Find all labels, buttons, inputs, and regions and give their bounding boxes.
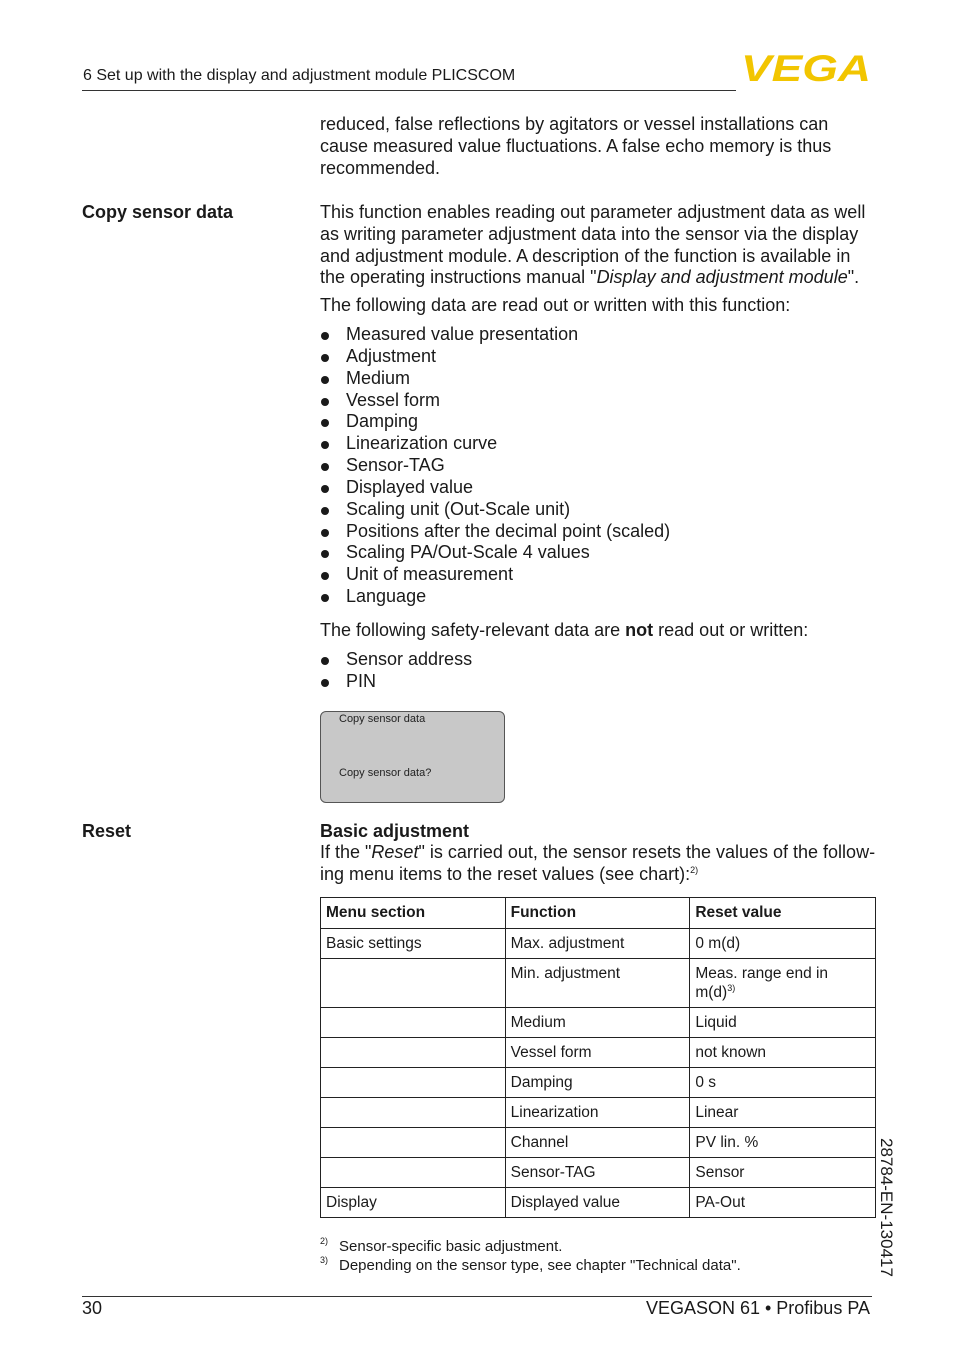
table-cell: Liquid: [690, 1008, 876, 1038]
table-cell: Vessel form: [505, 1038, 690, 1068]
reset-label: Reset: [82, 821, 132, 841]
table-cell: Display: [321, 1188, 506, 1218]
table-cell: [321, 1008, 506, 1038]
list-item: Damping: [320, 411, 880, 433]
table-row: [321, 959, 876, 1008]
table-cell: [321, 1128, 506, 1158]
not-copied-intro: The following safety-relevant data are not read out or written:: [320, 620, 809, 640]
basic-adjustment-heading: Basic adjustment: [320, 821, 470, 841]
list-item: Sensor address: [320, 649, 880, 671]
table-cell: PV lin. %: [690, 1128, 876, 1158]
table-cell: PA-Out: [690, 1188, 876, 1218]
document-code: 28784-EN-130417: [877, 1138, 896, 1277]
table-row: [321, 1008, 876, 1038]
list-item: Measured value presentation: [320, 324, 880, 346]
table-row: [321, 1188, 876, 1218]
chapter-title: 6 Set up with the display and adjustment module PLICSCOM: [83, 67, 516, 84]
vega-logo: [741, 52, 873, 84]
display-menu-title: Copy sensor data: [339, 713, 426, 725]
list-item: Vessel form: [320, 390, 880, 412]
intro-paragraph: reduced, false reflections by agitators or vessel installations can cause measured value fluctuations. A false echo memory is thus recommended.: [320, 114, 832, 178]
table-row: [321, 1158, 876, 1188]
list-item: Medium: [320, 368, 880, 390]
column-header: Menu section: [321, 898, 506, 929]
product-name: VEGASON 61 • Profibus PA: [645, 1298, 870, 1318]
logo-text: VEGA: [741, 52, 871, 84]
table-cell: [321, 959, 506, 1008]
table-cell: Linearization: [505, 1098, 690, 1128]
list-item: Displayed value: [320, 477, 880, 499]
reset-values-table: [320, 897, 876, 1218]
list-item: Sensor-TAG: [320, 455, 880, 477]
table-row: [321, 929, 876, 959]
footer-divider: [82, 1296, 872, 1297]
table-row: [321, 1098, 876, 1128]
footnote-ref: 3): [727, 982, 736, 993]
table-cell: Sensor-TAG: [505, 1158, 690, 1188]
table-cell: Linear: [690, 1098, 876, 1128]
table-cell: [321, 1068, 506, 1098]
table-cell: Min. adjustment: [505, 959, 690, 1008]
header-divider: [82, 90, 736, 91]
list-item: Scaling unit (Out-Scale unit): [320, 499, 880, 521]
display-prompt: Copy sensor data?: [339, 767, 432, 779]
copy-sensor-data-description: This function enables reading out parameter adjustment data as well as writing parameter adjustment data into the sensor via the display and adjustment module. A description of the function is available in the operating instructions manual "Display and adjustment module".: [320, 202, 866, 288]
table-cell: Basic settings: [321, 929, 506, 959]
page-number: 30: [82, 1298, 103, 1318]
table-row: [321, 1068, 876, 1098]
table-cell: 0 s: [690, 1068, 876, 1098]
footnote-ref: 2): [690, 864, 699, 875]
table-cell: Channel: [505, 1128, 690, 1158]
list-item: Language: [320, 586, 880, 608]
reset-description: If the "Reset" is carried out, the sensor resets the values of the follow-ing menu items to the reset values (see chart):$^{2)}$: [320, 842, 876, 884]
not-copied-data-list: [320, 649, 880, 693]
table-cell: Sensor: [690, 1158, 876, 1188]
table-cell: Damping: [505, 1068, 690, 1098]
table-cell: not known: [690, 1038, 876, 1068]
copied-data-list: [320, 324, 880, 608]
table-cell: 0 m(d): [690, 929, 876, 959]
table-row: [321, 1128, 876, 1158]
table-cell: Medium: [505, 1008, 690, 1038]
table-header-row: [321, 898, 876, 929]
list-item: PIN: [320, 671, 880, 693]
table-cell: Meas. range end in $m(d)^{3)}$: [690, 959, 876, 1008]
list-item: Linearization curve: [320, 433, 880, 455]
list-item: Positions after the decimal point (scaled): [320, 521, 880, 543]
list-item: Scaling PA/Out-Scale 4 values: [320, 542, 880, 564]
table-row: [321, 1038, 876, 1068]
column-header: Reset value: [690, 898, 876, 929]
display-module-screen: [320, 711, 505, 803]
table-cell: Max. adjustment: [505, 929, 690, 959]
list-intro: The following data are read out or written with this function:: [320, 295, 791, 315]
table-cell: [321, 1038, 506, 1068]
list-item: Unit of measurement: [320, 564, 880, 586]
column-header: Function: [505, 898, 690, 929]
list-item: Adjustment: [320, 346, 880, 368]
table-cell: Displayed value: [505, 1188, 690, 1218]
table-cell: [321, 1158, 506, 1188]
table-cell: [321, 1098, 506, 1128]
copy-sensor-data-label: Copy sensor data: [82, 202, 234, 222]
